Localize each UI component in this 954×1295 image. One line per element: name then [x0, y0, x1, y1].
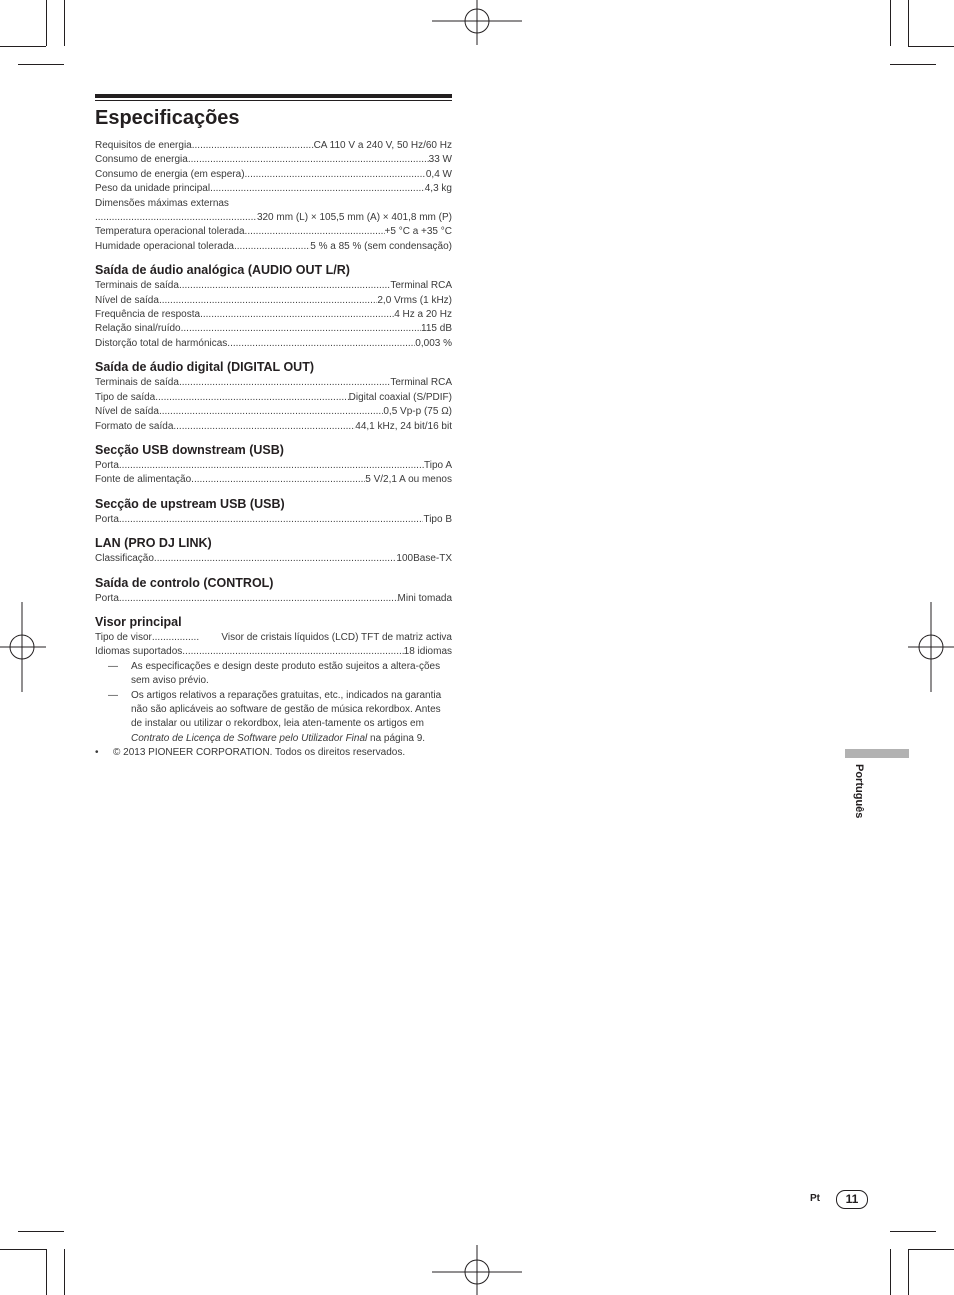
spec-row: [95, 294, 452, 308]
registration-mark-left: [0, 602, 90, 692]
spec-label: Nível de saída: [95, 294, 159, 306]
footer-language-code: Pt: [810, 1193, 820, 1204]
note-item: [95, 689, 452, 747]
spec-row: [95, 376, 452, 390]
spec-row: [95, 631, 452, 645]
note-item: [95, 746, 452, 760]
spec-value: Terminal RCA: [390, 280, 452, 292]
section-heading: Saída de áudio digital (DIGITAL OUT): [95, 360, 314, 375]
spec-label: Consumo de energia: [95, 154, 188, 166]
spec-row: [95, 391, 452, 405]
spec-label: Terminais de saída: [95, 377, 179, 389]
spec-row: [95, 322, 452, 336]
crop-mark: [18, 1231, 64, 1232]
spec-label: Porta: [95, 459, 119, 471]
note-text: As especificações e design deste produto estão sujeitos a altera-ções sem aviso prévio.: [131, 660, 441, 687]
spec-label: Humidade operacional tolerada: [95, 240, 234, 252]
spec-row: [95, 168, 452, 182]
spec-row: [95, 592, 452, 606]
crop-mark: [908, 1249, 909, 1295]
spec-row: [95, 279, 452, 293]
crop-mark: [890, 1231, 936, 1232]
spec-value: 100Base-TX: [396, 553, 452, 565]
spec-label: Porta: [95, 592, 119, 604]
section-heading: Secção USB downstream (USB): [95, 442, 284, 457]
spec-row: [95, 337, 452, 351]
spec-value: Mini tomada: [397, 592, 452, 604]
language-tab-label: Português: [853, 764, 865, 819]
spec-value: Terminal RCA: [390, 377, 452, 389]
spec-label: Distorção total de harmónicas: [95, 337, 228, 349]
spec-label: Porta: [95, 513, 119, 525]
spec-label: Idiomas suportados: [95, 646, 183, 658]
crop-mark: [908, 1249, 954, 1250]
crop-mark: [18, 64, 64, 65]
copyright-text: © 2013 PIONEER CORPORATION. Todos os direitos reservados.: [113, 747, 406, 759]
spec-value: 320 mm (L) × 105,5 mm (A) × 401,8 mm (P): [256, 212, 452, 224]
spec-row: [95, 240, 452, 254]
section-heading: LAN (PRO DJ LINK): [95, 536, 212, 551]
spec-value: 33 W: [428, 154, 452, 166]
dash-marker: —: [108, 660, 118, 672]
spec-value: 4 Hz a 20 Hz: [394, 309, 452, 321]
spec-label: Fonte de alimentação: [95, 474, 192, 486]
crop-mark: [890, 1249, 891, 1295]
title-rule: [95, 94, 452, 98]
spec-value: 115 dB: [421, 323, 452, 335]
spec-label: Requisitos de energia: [95, 140, 192, 151]
spec-value: CA 110 V a 240 V, 50 Hz/60 Hz: [313, 140, 452, 151]
section-heading: Saída de controlo (CONTROL): [95, 575, 274, 590]
page-number: 11: [836, 1190, 868, 1209]
spec-value: 4,3 kg: [424, 183, 452, 195]
section-heading: Secção de upstream USB (USB): [95, 496, 285, 511]
section-heading: Visor principal: [95, 614, 182, 629]
spec-label: Formato de saída: [95, 420, 174, 432]
spec-label: Temperatura operacional tolerada: [95, 226, 245, 238]
spec-value: Tipo B: [423, 513, 452, 525]
spec-label: Classificação: [95, 553, 154, 565]
registration-mark-right: [864, 602, 954, 692]
bullet-marker: •: [95, 747, 99, 759]
crop-mark: [46, 1249, 47, 1295]
spec-value: Digital coaxial (S/PDIF): [348, 391, 452, 403]
spec-value: Visor de cristais líquidos (LCD) TFT de matriz activa: [221, 631, 452, 643]
spec-label: Relação sinal/ruído: [95, 323, 181, 335]
spec-label: Tipo de visor: [95, 631, 152, 643]
spec-row: [95, 182, 452, 196]
spec-row: [95, 645, 452, 659]
spec-label: Frequência de resposta: [95, 309, 201, 321]
section-heading: Saída de áudio analógica (AUDIO OUT L/R): [95, 263, 350, 278]
crop-mark: [0, 46, 46, 47]
spec-row: [95, 139, 452, 153]
spec-row: [95, 420, 452, 434]
spec-value: 0,003 %: [415, 337, 452, 349]
specifications-column: [95, 94, 452, 761]
crop-mark: [908, 46, 954, 47]
spec-value: 0,4 W: [425, 168, 452, 180]
crop-mark: [64, 1249, 65, 1295]
crop-mark: [46, 0, 47, 46]
spec-row: [95, 459, 452, 473]
title-rule: [95, 100, 452, 101]
spec-row: [95, 473, 452, 487]
spec-row: [95, 552, 452, 566]
page-title: Especificações: [95, 107, 240, 129]
spec-value: 0,5 Vp-p (75 Ω): [383, 406, 452, 418]
spec-row: [95, 225, 452, 239]
spec-row: [95, 308, 452, 322]
language-tab-bar: [845, 749, 909, 758]
spec-label: Tipo de saída: [95, 391, 156, 403]
dash-marker: —: [108, 689, 118, 701]
spec-label: Nível de saída: [95, 406, 159, 418]
spec-value: 2,0 Vrms (1 kHz): [377, 294, 452, 306]
spec-row: [95, 153, 452, 167]
spec-value: +5 °C a +35 °C: [384, 226, 452, 238]
crop-mark: [908, 0, 909, 46]
crop-mark: [64, 0, 65, 46]
spec-label: Dimensões máximas externas: [95, 197, 229, 209]
spec-value: 44,1 kHz, 24 bit/16 bit: [355, 420, 452, 432]
general-specs: [95, 139, 452, 254]
note-text: Os artigos relativos a reparações gratuitas, etc., indicados na garantia não são aplicáveis ao software de gestão de música rekordbox. Antes de instalar ou utilizar o rekordbox, leia aten-tamente os artigos em Contrato de Licença de Software pelo Utilizador Final na página 9.: [131, 689, 442, 744]
spec-row: [95, 211, 452, 225]
spec-value: 18 idiomas: [403, 646, 452, 658]
spec-value: Tipo A: [424, 459, 452, 471]
note-item: [95, 660, 452, 689]
spec-label: Terminais de saída: [95, 280, 179, 292]
spec-value: 5 V/2,1 A ou menos: [365, 474, 452, 486]
spec-row: [95, 513, 452, 527]
crop-mark: [890, 64, 936, 65]
spec-label: Consumo de energia (em espera): [95, 168, 245, 180]
spec-row: [95, 405, 452, 419]
spec-label: Peso da unidade principal: [95, 183, 211, 195]
registration-mark-bottom: [432, 1205, 522, 1295]
registration-mark-top: [432, 0, 522, 90]
crop-mark: [890, 0, 891, 46]
spec-value: 5 % a 85 % (sem condensação): [310, 240, 452, 252]
license-reference: Contrato de Licença de Software pelo Utilizador Final: [131, 732, 368, 744]
crop-mark: [0, 1249, 46, 1250]
